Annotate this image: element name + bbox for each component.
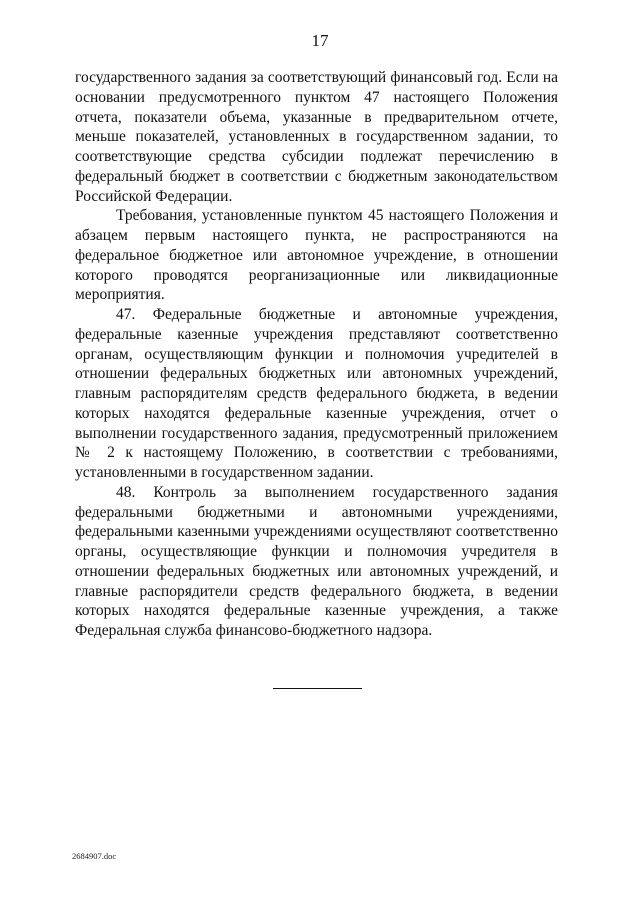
footer-document-code: 2684907.doc <box>72 851 117 861</box>
body-text <box>75 68 558 641</box>
paragraph-requirements: Требования, установленные пунктом 45 настоящего Положения и абзацем первым настоящего пункта, не распространяются на федеральное бюджетное или автономное учреждение, в отношении которого проводятся реорганизационные или ликвидационные мероприятия. <box>75 207 558 304</box>
paragraph-continuation: государственного задания за соответствующий финансовый год. Если на основании предусмотренного пунктом 47 настоящего Положения отчета, показатели объема, указанные в предварительном отчете, меньше показателей, установленных в государственном задании, то соответствующие средства субсидии подлежат перечислению в федеральный бюджет в соответствии с бюджетным законодательством Российской Федерации. <box>75 69 558 205</box>
paragraph-item-48: 48. Контроль за выполнением государственного задания федеральными бюджетными и автономными учреждениями, федеральными казенными учреждениями осуществляют соответственно органы, осуществляющие функции и полномочия учредителя в отношении федеральных бюджетных или автономных учреждений, и главные распорядители средств федерального бюджета, в ведении которых находятся федеральные казенные учреждения, а также Федеральная служба финансово-бюджетного надзора. <box>75 483 558 639</box>
end-of-text-rule <box>273 688 362 689</box>
page-number: 17 <box>311 31 329 50</box>
paragraph-item-47: 47. Федеральные бюджетные и автономные учреждения, федеральные казенные учреждения представляют соответственно органам, осуществляющим функции и полномочия учредителей в отношении федеральных бюджетных или автономных учреждений, главным распорядителям средств федерального бюджета, в ведении которых находятся федеральные казенные учреждения, отчет о выполнении государственного задания, предусмотренный приложением № 2 к настоящему Положению, в соответствии с требованиями, установленными в государственном задании. <box>75 306 558 481</box>
